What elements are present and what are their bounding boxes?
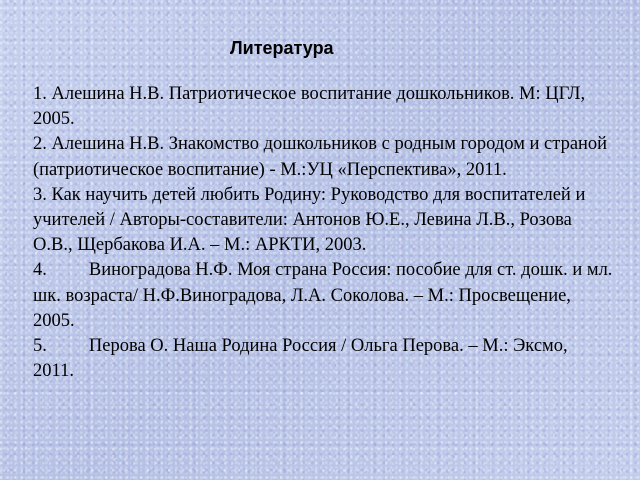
reference-number: 5. [33, 336, 47, 357]
reference-item [33, 132, 613, 182]
reference-number: 4. [33, 260, 47, 281]
reference-text: Алешина Н.В. Знакомство дошкольников с родным городом и страной (патриотическое воспитание) - М.:УЦ «Перспектива», 2011. [33, 134, 608, 180]
reference-item [33, 183, 613, 259]
reference-text: Перова О. Наша Родина Россия / Ольга Перова. – М.: Эксмо, 2011. [33, 336, 568, 382]
reference-item [33, 334, 613, 384]
reference-number: 2. [33, 134, 47, 155]
slide-title: Литература [230, 38, 334, 58]
reference-text: Как научить детей любить Родину: Руководство для воспитателей и учителей / Авторы-составители: Антонов Ю.Е., Левина Л.В., Розова О.В., Щербакова И.А. – М.: АРКТИ, 2003. [33, 184, 586, 256]
reference-number: 1. [33, 84, 47, 104]
reference-list [33, 82, 613, 384]
reference-item [33, 82, 613, 132]
reference-text: Виноградова Н.Ф. Моя страна Россия: пособие для ст. дошк. и мл. шк. возраста/ Н.Ф.Виноградова, Л.А. Соколова. – М.: Просвещение, 2005. [33, 260, 613, 331]
reference-number: 3. [33, 184, 47, 205]
reference-text: Алешина Н.В. Патриотическое воспитание дошкольников. М: ЦГЛ, 2005. [33, 84, 586, 130]
reference-item [33, 258, 613, 334]
